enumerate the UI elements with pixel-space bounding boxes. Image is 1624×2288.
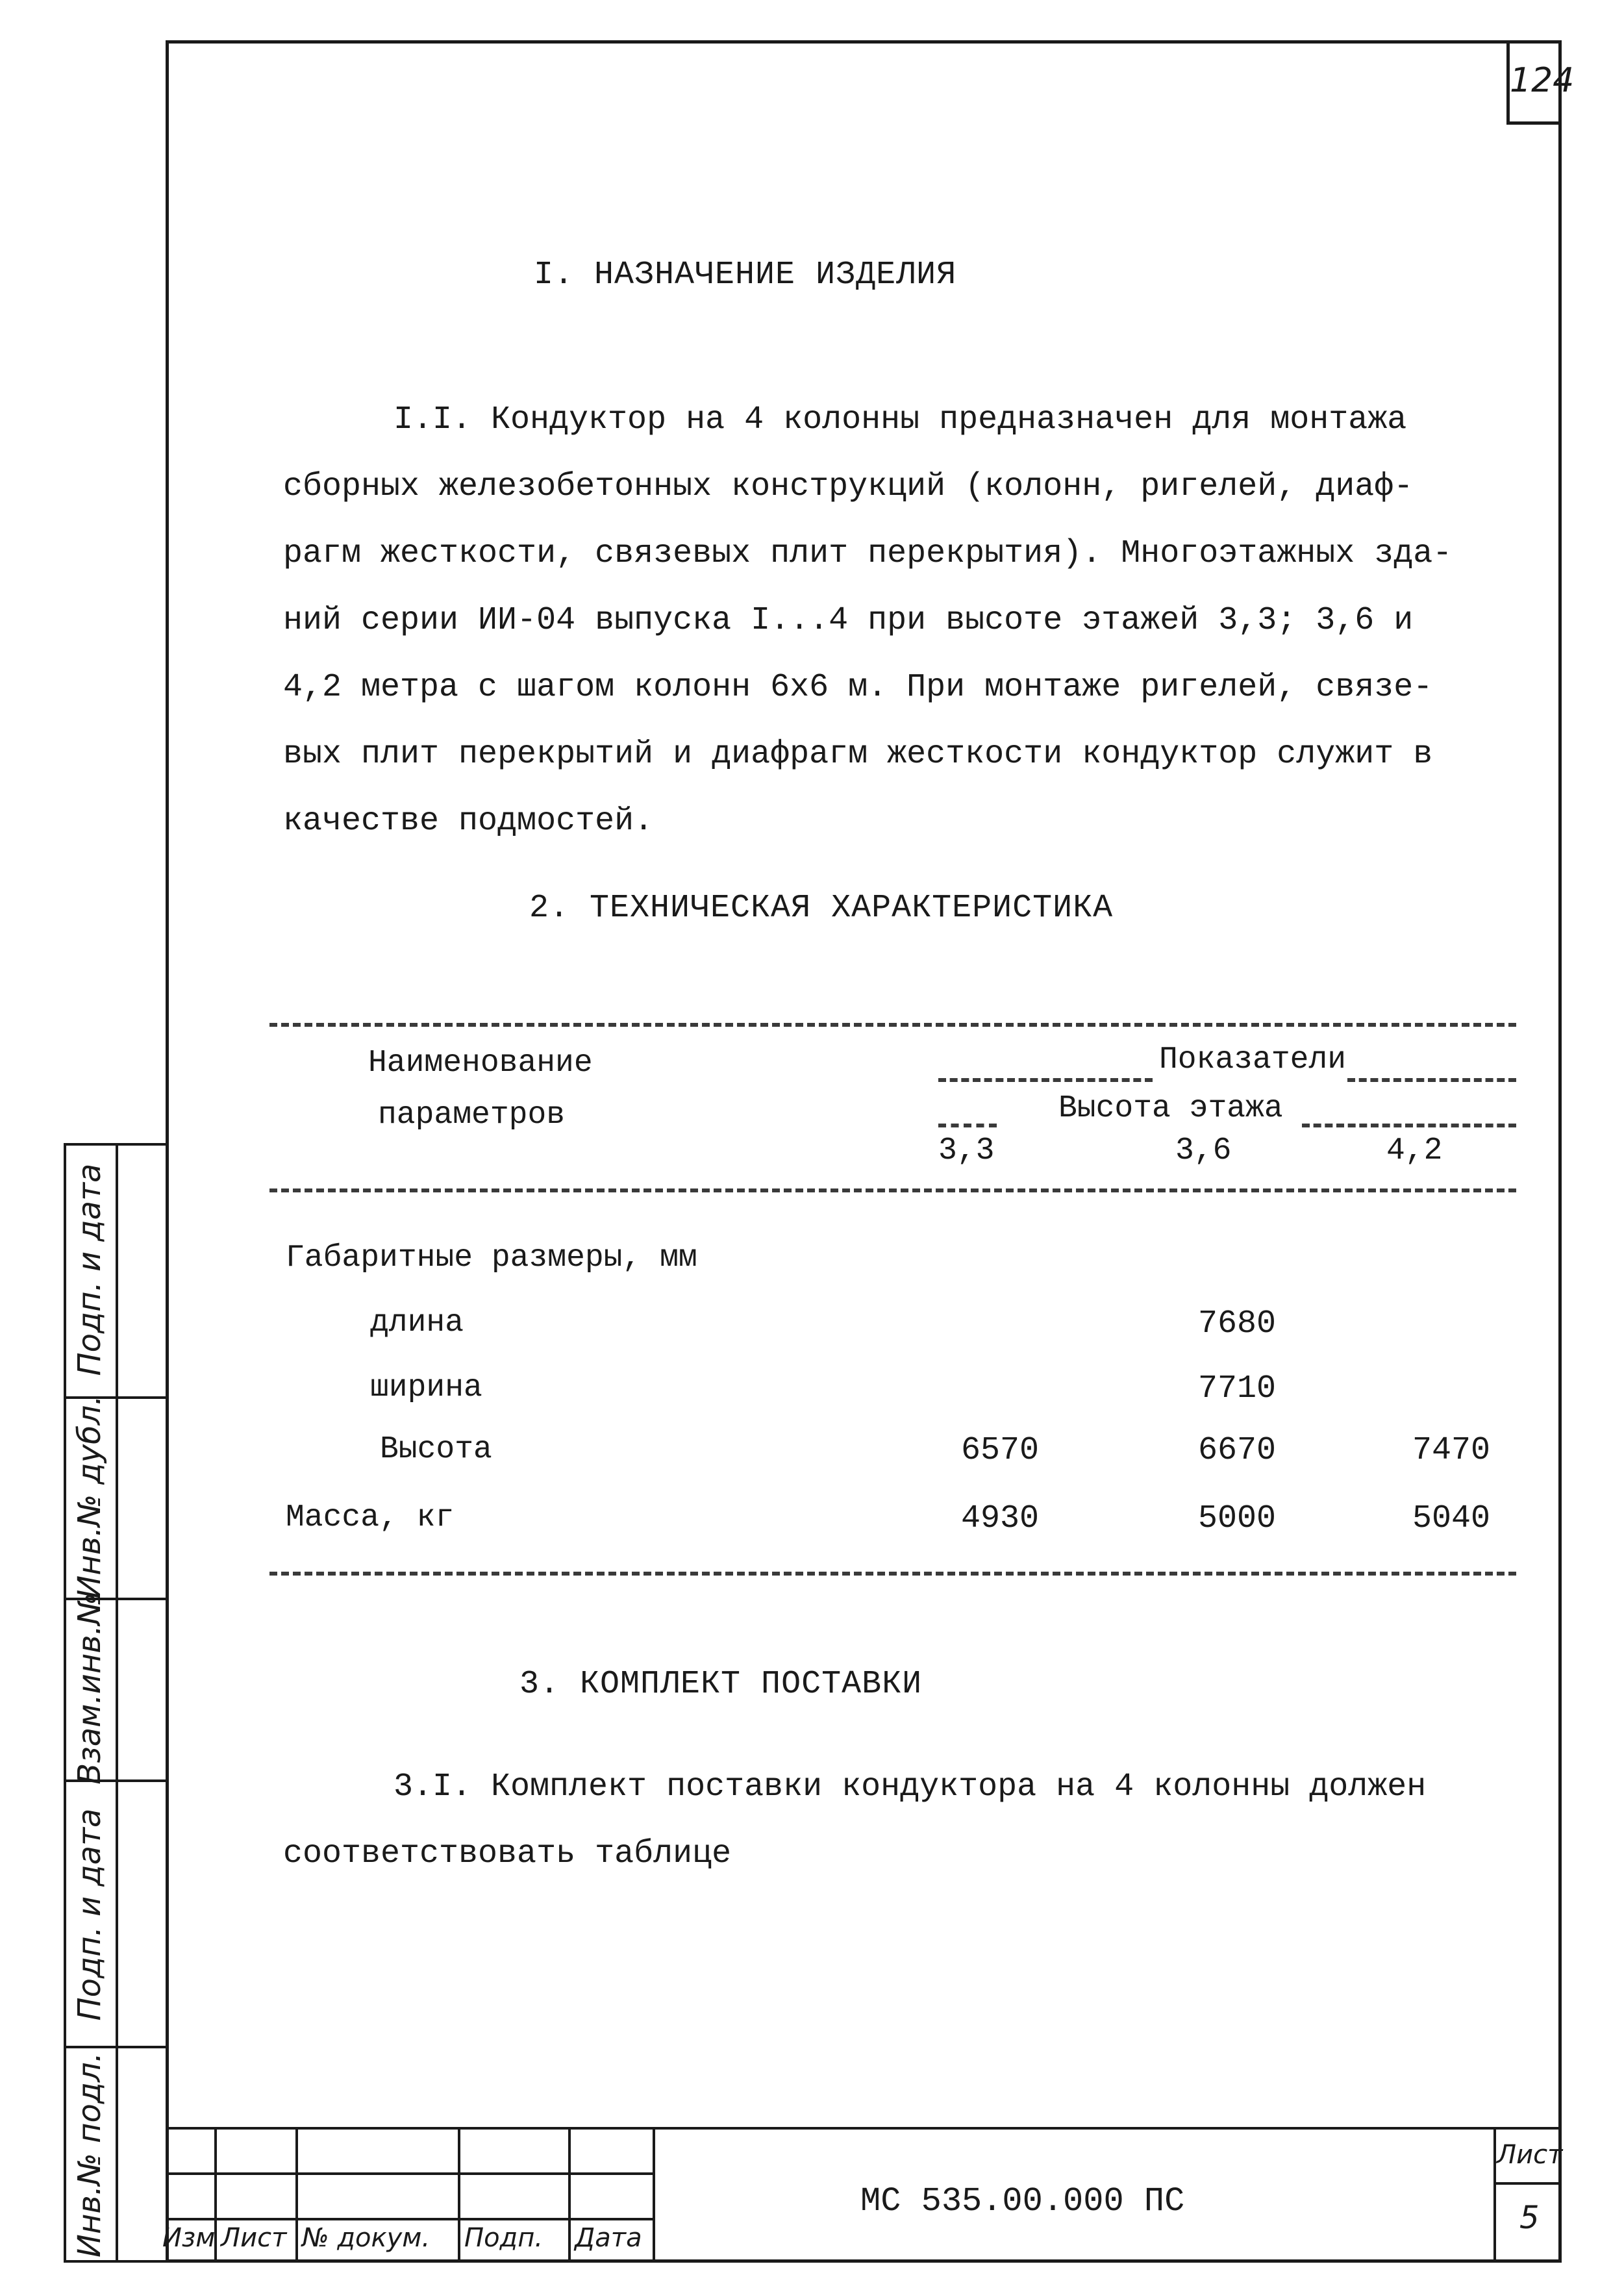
section-3-paragraph bbox=[283, 1754, 1491, 1887]
param-header: Наименование bbox=[368, 1046, 593, 1081]
paragraph-line: I.I. Кондуктор на 4 колонны предназначен для монтажа bbox=[394, 401, 1407, 438]
cell-mass-3-3: 4930 bbox=[960, 1500, 1039, 1537]
col-label-change: Изм bbox=[162, 2223, 216, 2253]
paragraph-line: 4,2 метра с шагом колонн 6х6 м. При монтаже ригелей, связе- bbox=[283, 669, 1433, 706]
table-bottom-rule bbox=[269, 1572, 1516, 1576]
row-label-height: Высота bbox=[380, 1432, 492, 1467]
section-1-heading: I. НАЗНАЧЕНИЕ ИЗДЕЛИЯ bbox=[534, 257, 957, 294]
title-block-sheet-rule bbox=[1493, 2182, 1562, 2185]
subgroup-header: Высота этажа bbox=[1058, 1091, 1283, 1126]
row-label-length: длина bbox=[370, 1305, 464, 1340]
cell-length-3-6: 7680 bbox=[1197, 1305, 1276, 1342]
group-header: Показатели bbox=[1159, 1042, 1347, 1077]
group-row-label: Габаритные размеры, мм bbox=[286, 1240, 697, 1276]
title-block-row-rule bbox=[166, 2172, 653, 2175]
strip-label-inv-orig: Инв.№ подл. bbox=[71, 2052, 108, 2257]
sheet-label: Лист bbox=[1497, 2140, 1563, 2170]
param-header-2: параметров bbox=[378, 1098, 566, 1133]
col-label-date: Дата bbox=[575, 2223, 642, 2253]
paragraph-line: 3.I. Комплект поставки кондуктора на 4 колонны должен bbox=[394, 1768, 1427, 1805]
cell-mass-3-6: 5000 bbox=[1197, 1500, 1276, 1537]
group-rule-left bbox=[938, 1078, 1153, 1082]
strip-label-sign-date-1: Подп. и дата bbox=[71, 1808, 108, 2021]
section-1-paragraph bbox=[283, 386, 1491, 855]
table-header-rule bbox=[269, 1188, 1516, 1192]
column-header-3-6: 3,6 bbox=[1175, 1133, 1232, 1168]
column-header-3-3: 3,3 bbox=[938, 1133, 995, 1168]
group-rule-right bbox=[1347, 1078, 1516, 1082]
section-3-heading: 3. КОМПЛЕКТ ПОСТАВКИ bbox=[519, 1666, 923, 1703]
strip-label-sign-date-2: Подп. и дата bbox=[71, 1163, 108, 1376]
row-label-width: ширина bbox=[370, 1370, 482, 1405]
col-label-signature: Подп. bbox=[464, 2223, 543, 2253]
title-block-col-rule bbox=[458, 2127, 460, 2263]
paragraph-line: ний серии ИИ-04 выпуска I...4 при высоте этажей 3,3; 3,6 и bbox=[283, 602, 1414, 639]
col-label-sheet: Лист bbox=[221, 2223, 287, 2253]
technical-specs-table bbox=[269, 1010, 1516, 1594]
document-code: МС 535.00.000 ПС bbox=[860, 2182, 1185, 2220]
title-block-col-rule bbox=[1493, 2127, 1496, 2263]
cell-width-3-6: 7710 bbox=[1197, 1370, 1276, 1407]
cell-mass-4-2: 5040 bbox=[1412, 1500, 1490, 1537]
table-top-rule bbox=[269, 1023, 1516, 1027]
subgroup-rule-left bbox=[938, 1124, 997, 1127]
sheet-value: 5 bbox=[1519, 2200, 1540, 2236]
title-block bbox=[162, 2127, 1563, 2263]
paragraph-line: рагм жесткости, связевых плит перекрытия). Многоэтажных зда- bbox=[283, 535, 1453, 572]
cell-height-4-2: 7470 bbox=[1412, 1432, 1490, 1469]
title-block-row-rule bbox=[166, 2218, 653, 2220]
title-block-col-rule bbox=[653, 2127, 655, 2263]
row-label-mass: Масса, кг bbox=[286, 1500, 455, 1535]
cell-height-3-3: 6570 bbox=[960, 1432, 1039, 1469]
strip-label-replaced-inv: Взам.инв.№ bbox=[71, 1592, 108, 1785]
approval-strip-divider bbox=[116, 1143, 118, 2263]
subgroup-rule-right bbox=[1302, 1124, 1516, 1127]
section-2-heading: 2. ТЕХНИЧЕСКАЯ ХАРАКТЕРИСТИКА bbox=[529, 890, 1114, 927]
column-header-4-2: 4,2 bbox=[1386, 1133, 1443, 1168]
paragraph-line: сборных железобетонных конструкций (колонн, ригелей, диаф- bbox=[283, 468, 1414, 505]
strip-label-dup-inv: Инв.№ дубл. bbox=[71, 1395, 108, 1599]
paragraph-line: вых плит перекрытий и диафрагм жесткости кондуктор служит в bbox=[283, 736, 1433, 773]
title-block-top-rule bbox=[166, 2127, 1562, 2130]
sheet-number: 124 bbox=[1506, 40, 1562, 125]
col-label-doc-number: № докум. bbox=[302, 2223, 431, 2253]
paragraph-line: соответствовать таблице bbox=[283, 1835, 732, 1872]
title-block-col-rule bbox=[295, 2127, 298, 2263]
paragraph-line: качестве подмостей. bbox=[283, 803, 654, 840]
cell-height-3-6: 6670 bbox=[1197, 1432, 1276, 1469]
title-block-col-rule bbox=[568, 2127, 571, 2263]
